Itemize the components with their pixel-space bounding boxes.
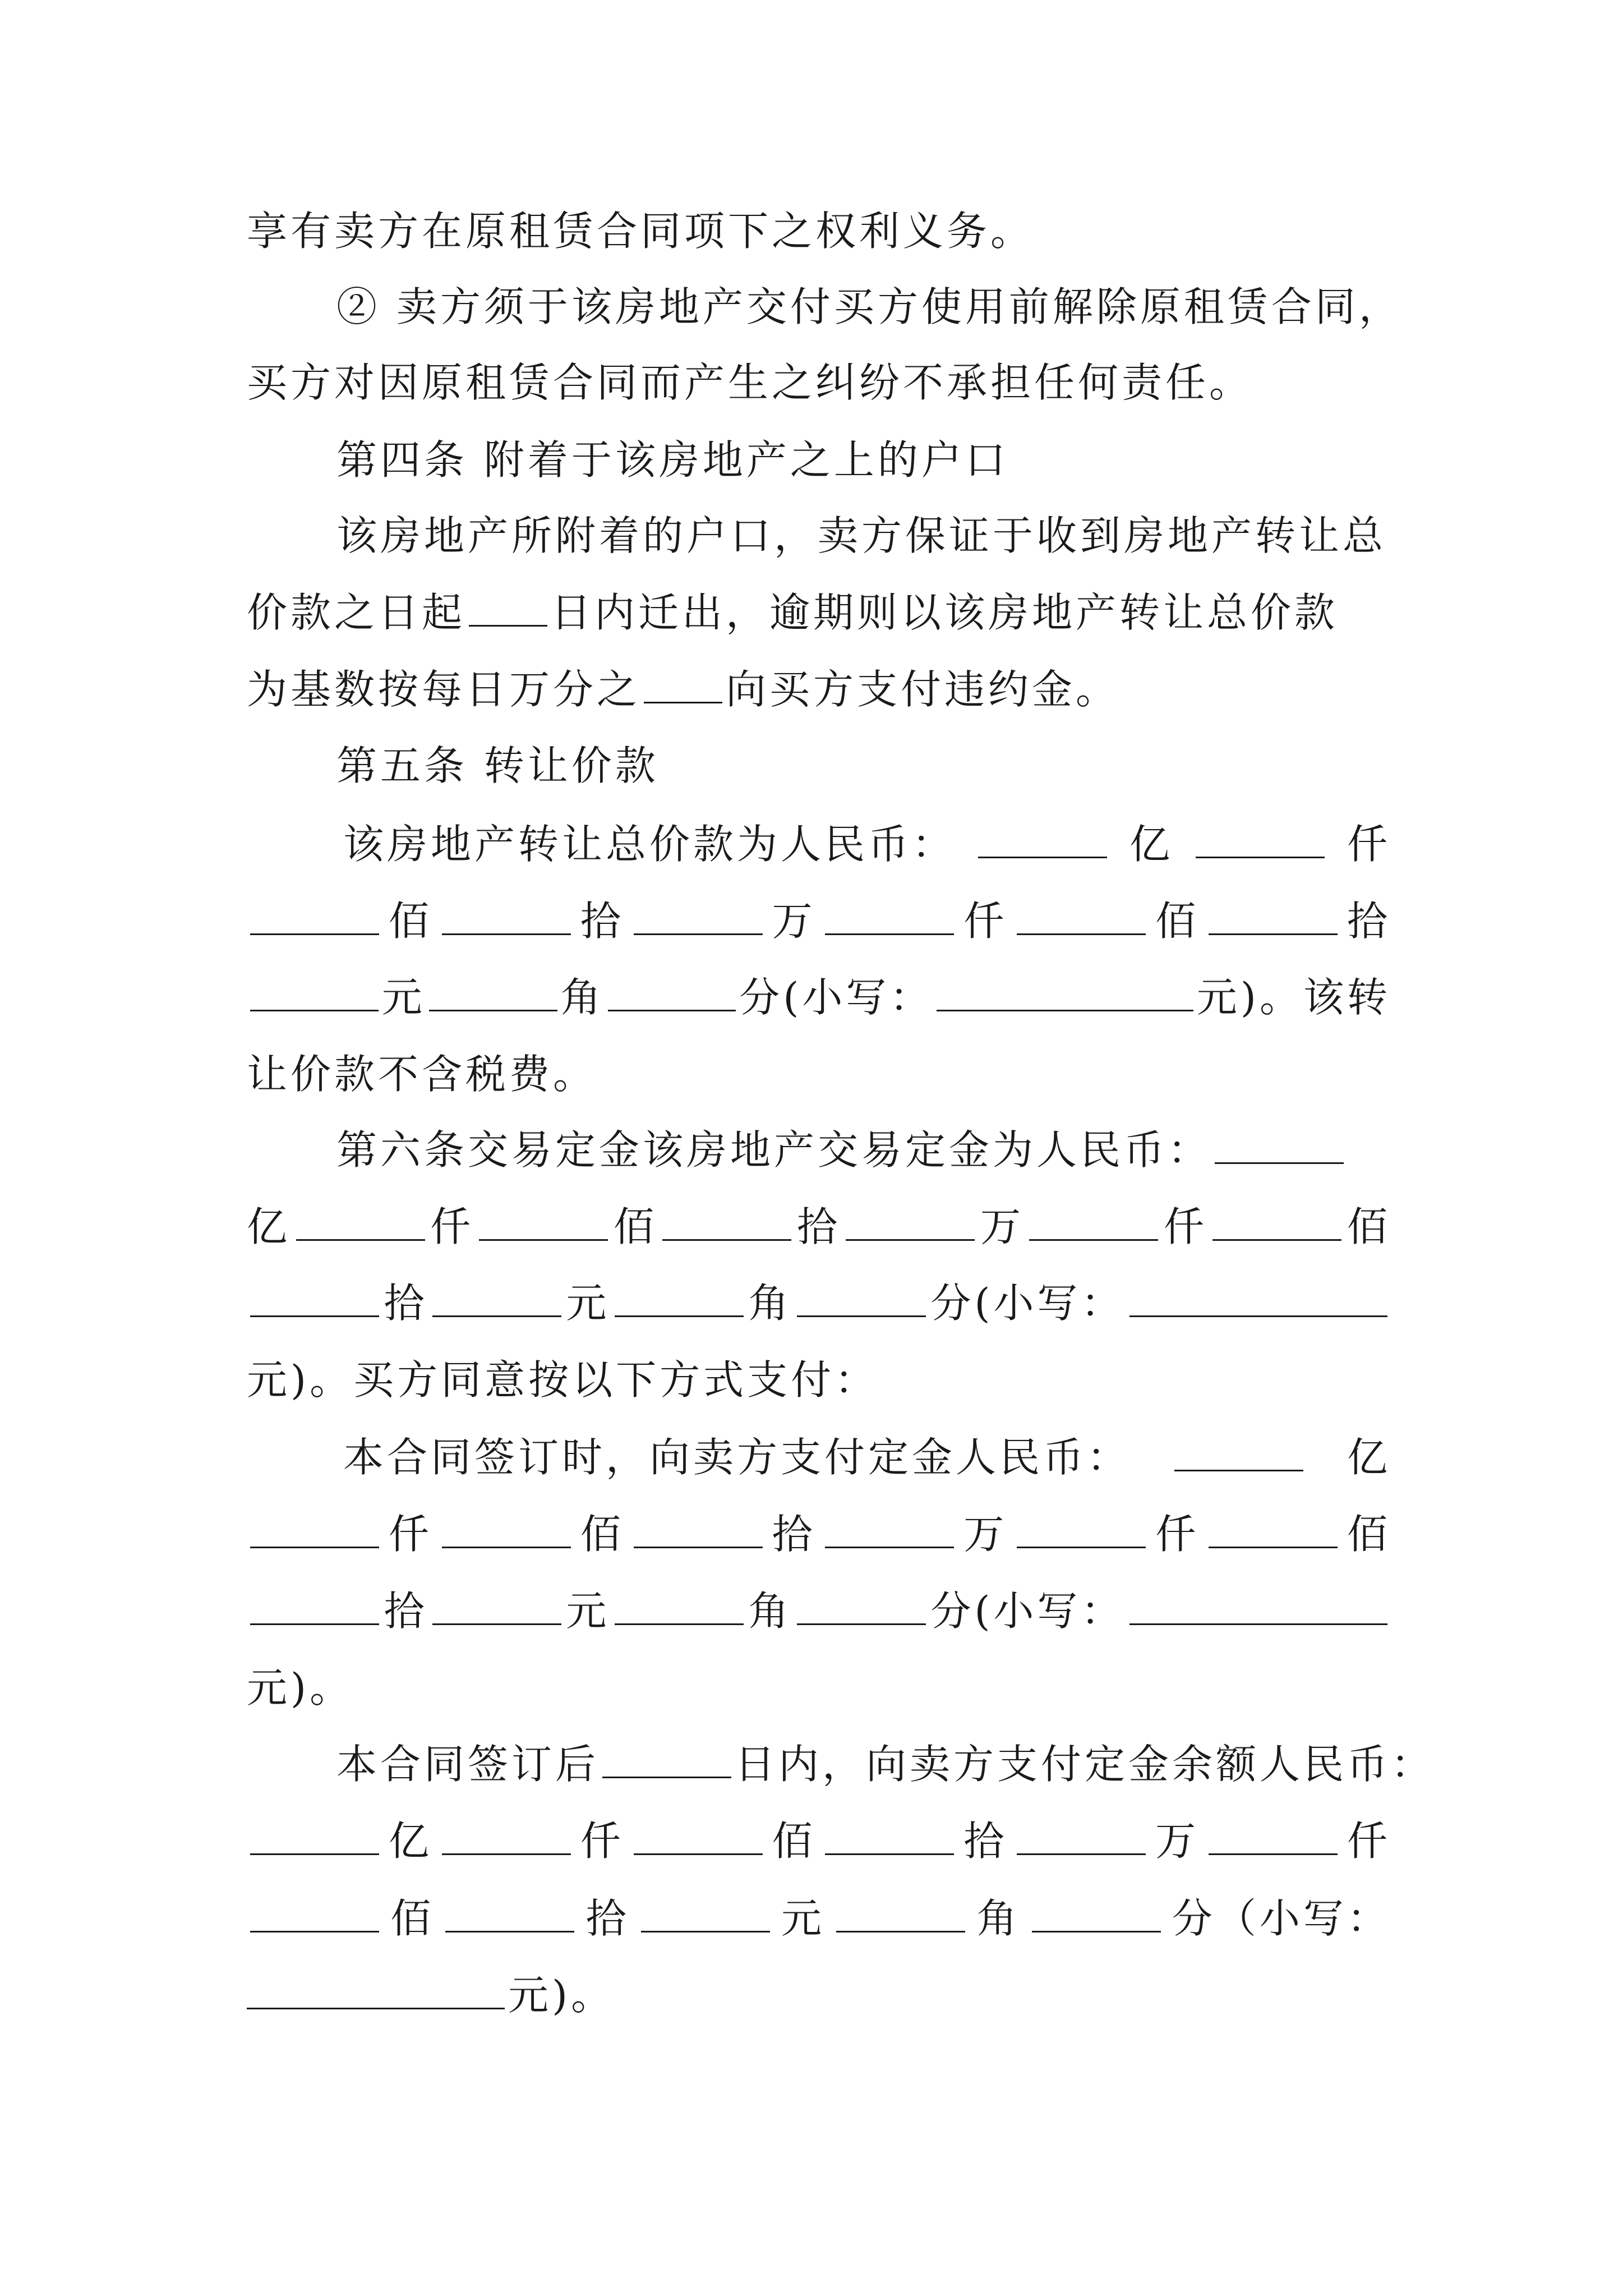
amount-blank[interactable] bbox=[634, 896, 763, 935]
paragraph-line: 为基数按每日万分之 向买方支付违约金。 bbox=[247, 666, 1120, 713]
amount-blank[interactable] bbox=[825, 1510, 954, 1548]
amount-numeric-blank[interactable] bbox=[1129, 1586, 1387, 1625]
paragraph-line: 享有卖方在原租赁合同项下之权利义务。 bbox=[247, 208, 1035, 255]
paragraph-line: 价款之日起 日内迁出，逾期则以该房地产转让总价款 bbox=[247, 589, 1339, 636]
amount-line: 拾 元 角 分(小写： bbox=[247, 1586, 1391, 1636]
amount-blank[interactable] bbox=[442, 1510, 571, 1548]
amount-blank[interactable] bbox=[1017, 1816, 1146, 1855]
paragraph-line: 本合同签订后 日内，向卖方支付定金余额人民币： bbox=[336, 1741, 1435, 1788]
amount-line: 佰 拾 元 角 分（小写： bbox=[247, 1893, 1391, 1944]
amount-blank[interactable] bbox=[442, 1816, 571, 1855]
amount-blank[interactable] bbox=[662, 1202, 791, 1241]
amount-blank[interactable] bbox=[608, 973, 736, 1011]
amount-blank[interactable] bbox=[797, 1278, 926, 1317]
amount-line: 仟 佰 拾 万 仟 佰 bbox=[247, 1509, 1391, 1559]
paragraph-line: 元)。买方同意按以下方式支付： bbox=[247, 1356, 879, 1404]
amount-blank[interactable] bbox=[615, 1586, 744, 1625]
amount-blank[interactable] bbox=[250, 1894, 379, 1932]
paragraph-line: 买方对因原租赁合同而产生之纠纷不承担任何责任。 bbox=[247, 359, 1253, 406]
article-heading-6: 第六条交易定金该房地产交易定金为人民币： bbox=[336, 1125, 1391, 1175]
article-heading-4: 第四条 附着于该房地产之上的户口 bbox=[336, 436, 1009, 484]
amount-blank[interactable] bbox=[836, 1894, 965, 1932]
amount-blank[interactable] bbox=[250, 896, 379, 935]
amount-line: 亿 仟 佰 拾 万 仟 bbox=[247, 1816, 1391, 1866]
amount-numeric-blank[interactable] bbox=[937, 973, 1193, 1011]
amount-blank[interactable] bbox=[1215, 1125, 1344, 1164]
amount-blank[interactable] bbox=[250, 1586, 379, 1625]
amount-blank[interactable] bbox=[250, 973, 379, 1011]
amount-line: 亿 仟 佰 拾 万 仟 佰 bbox=[247, 1203, 1391, 1250]
paragraph-line: 元)。 bbox=[247, 1664, 354, 1711]
amount-blank[interactable] bbox=[641, 1894, 770, 1932]
amount-blank[interactable] bbox=[846, 1202, 975, 1241]
amount-line: 该房地产转让总价款为人民币： 亿 仟 bbox=[343, 821, 1391, 868]
amount-line: 本合同签订时，向卖方支付定金人民币： 亿 bbox=[343, 1434, 1391, 1481]
amount-blank[interactable] bbox=[615, 1278, 744, 1317]
paragraph-line: 元)。 bbox=[247, 1970, 1391, 2021]
amount-blank[interactable] bbox=[825, 1816, 954, 1855]
amount-blank[interactable] bbox=[1196, 820, 1325, 858]
days-blank[interactable] bbox=[469, 588, 547, 627]
amount-numeric-blank[interactable] bbox=[247, 1971, 505, 2009]
amount-blank[interactable] bbox=[1209, 896, 1338, 935]
amount-blank[interactable] bbox=[1029, 1202, 1158, 1241]
amount-blank[interactable] bbox=[296, 1202, 425, 1241]
amount-blank[interactable] bbox=[1174, 1433, 1303, 1471]
amount-blank[interactable] bbox=[1209, 1510, 1338, 1548]
amount-blank[interactable] bbox=[429, 973, 557, 1011]
article-heading-5: 第五条 转让价款 bbox=[336, 742, 659, 789]
amount-blank[interactable] bbox=[250, 1510, 379, 1548]
amount-blank[interactable] bbox=[1032, 1894, 1161, 1932]
amount-blank[interactable] bbox=[442, 896, 571, 935]
amount-line: 元 角 分(小写： 元)。该转 bbox=[247, 972, 1391, 1023]
paragraph-line: ② 卖方须于该房地产交付买方使用前解除原租赁合同， bbox=[336, 283, 1403, 330]
amount-blank[interactable] bbox=[1017, 1510, 1146, 1548]
amount-blank[interactable] bbox=[634, 1816, 763, 1855]
amount-blank[interactable] bbox=[1212, 1202, 1341, 1241]
amount-line: 拾 元 角 分(小写： bbox=[247, 1278, 1391, 1328]
amount-blank[interactable] bbox=[825, 896, 954, 935]
amount-blank[interactable] bbox=[432, 1586, 561, 1625]
amount-blank[interactable] bbox=[250, 1278, 379, 1317]
amount-numeric-blank[interactable] bbox=[1129, 1278, 1387, 1317]
days-blank[interactable] bbox=[602, 1740, 731, 1778]
amount-blank[interactable] bbox=[634, 1510, 763, 1548]
amount-blank[interactable] bbox=[479, 1202, 608, 1241]
amount-blank[interactable] bbox=[1209, 1816, 1338, 1855]
amount-blank[interactable] bbox=[432, 1278, 561, 1317]
penalty-rate-blank[interactable] bbox=[644, 665, 722, 703]
amount-blank[interactable] bbox=[250, 1816, 379, 1855]
amount-blank[interactable] bbox=[978, 820, 1107, 858]
amount-blank[interactable] bbox=[445, 1894, 574, 1932]
amount-line: 佰 拾 万 仟 佰 拾 bbox=[247, 896, 1391, 946]
amount-blank[interactable] bbox=[1017, 896, 1146, 935]
amount-blank[interactable] bbox=[797, 1586, 926, 1625]
paragraph-line: 该房地产所附着的户口，卖方保证于收到房地产转让总 bbox=[336, 512, 1387, 559]
paragraph-line: 让价款不含税费。 bbox=[247, 1051, 597, 1098]
